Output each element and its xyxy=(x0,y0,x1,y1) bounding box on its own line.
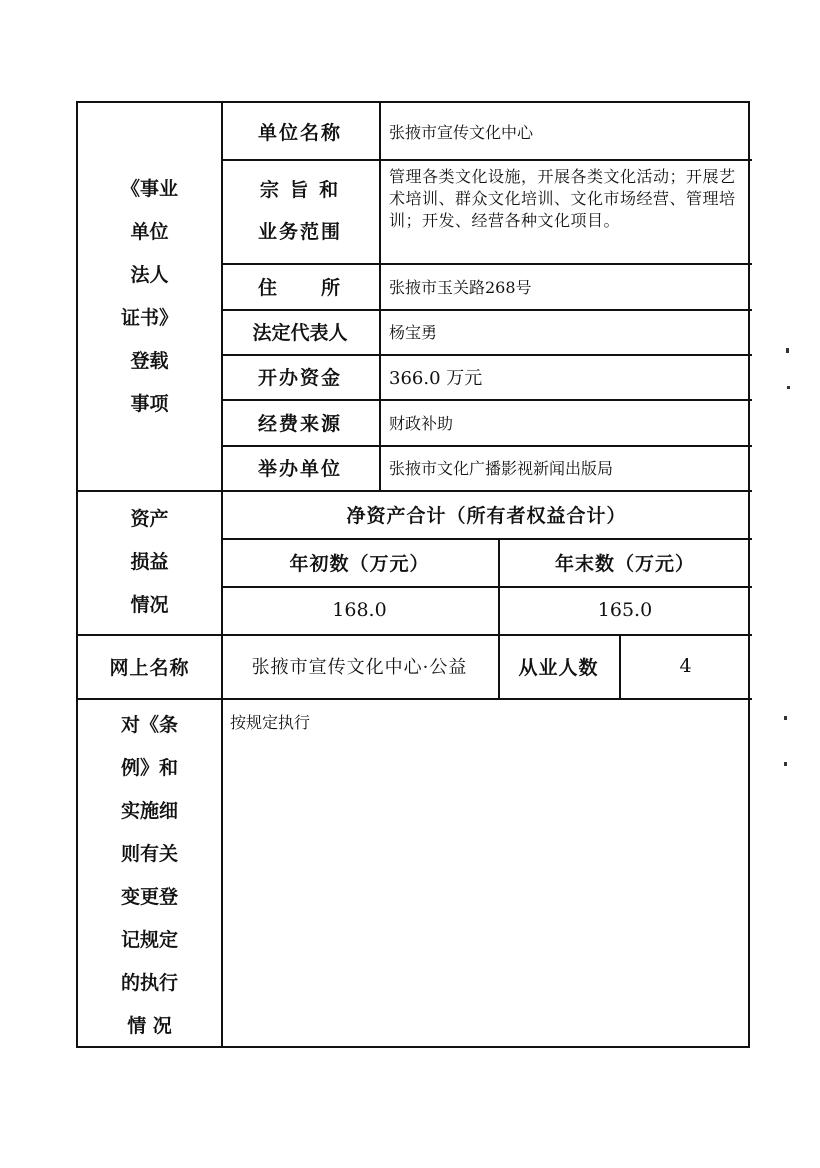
registration-section-label xyxy=(78,103,221,490)
purpose-label xyxy=(221,159,379,263)
net-assets-header: 净资产合计（所有者权益合计） xyxy=(346,504,627,527)
purpose-label-line: 业务范围 xyxy=(257,221,342,243)
staff-count-label: 从业人数 xyxy=(518,656,599,679)
staff-count-value: 4 xyxy=(679,655,692,677)
scan-speck xyxy=(784,716,787,720)
section-label-line: 事项 xyxy=(130,392,169,415)
address-value: 张掖市玉关路268号 xyxy=(389,277,532,297)
unit-name-label: 单位名称 xyxy=(257,121,342,144)
section-label-line: 记规定 xyxy=(120,929,178,951)
section-label-line: 损益 xyxy=(130,550,169,573)
funding-source-value: 财政补助 xyxy=(389,413,454,433)
legal-representative-label: 法定代表人 xyxy=(252,322,348,344)
scan-speck xyxy=(787,386,790,389)
begin-of-year-value: 168.0 xyxy=(332,599,387,621)
capital-value: 366.0 万元 xyxy=(389,367,483,389)
funding-source-label: 经费来源 xyxy=(257,412,342,435)
purpose-value: 管理各类文化设施，开展各类文化活动；开展艺术培训、群众文化培训、文化市场经营、管理培训；开发、经营各种文化项目。 xyxy=(389,167,736,230)
section-label-line: 证书》 xyxy=(120,306,178,329)
section-label-line: 法人 xyxy=(130,263,169,286)
section-label-line: 情况 xyxy=(130,593,169,616)
section-label-line: 资产 xyxy=(130,507,169,530)
section-label-line: 登载 xyxy=(130,349,169,372)
scan-speck xyxy=(786,348,789,353)
end-of-year-value: 165.0 xyxy=(597,599,653,621)
address-label: 住 所 xyxy=(257,276,342,299)
begin-of-year-label: 年初数（万元） xyxy=(289,552,430,575)
section-label-line: 单位 xyxy=(130,220,169,243)
section-label-line: 情 况 xyxy=(127,1015,172,1037)
scan-speck xyxy=(784,762,787,766)
annual-report-table xyxy=(76,101,750,1048)
purpose-label-line: 宗 旨 和 xyxy=(259,179,341,201)
sponsor-value: 张掖市文化广播影视新闻出版局 xyxy=(389,459,614,478)
section-label-line: 实施细 xyxy=(120,800,178,822)
unit-name-value: 张掖市宣传文化中心 xyxy=(389,122,534,142)
online-name-value: 张掖市宣传文化中心·公益 xyxy=(251,657,468,678)
compliance-value: 按规定执行 xyxy=(230,713,311,732)
section-label-line: 《事业 xyxy=(120,177,178,200)
compliance-section-label xyxy=(78,698,221,1048)
capital-label: 开办资金 xyxy=(257,367,342,389)
section-label-line: 则有关 xyxy=(120,843,178,865)
legal-representative-value: 杨宝勇 xyxy=(389,323,438,342)
end-of-year-label: 年末数（万元） xyxy=(554,552,695,575)
section-label-line: 变更登 xyxy=(120,886,178,908)
section-label-line: 例》和 xyxy=(120,757,178,779)
section-label-line: 对《条 xyxy=(120,714,178,736)
online-name-label: 网上名称 xyxy=(109,656,190,679)
sponsor-label: 举办单位 xyxy=(257,458,342,480)
section-label-line: 的执行 xyxy=(120,972,178,994)
assets-section-label xyxy=(78,490,221,634)
